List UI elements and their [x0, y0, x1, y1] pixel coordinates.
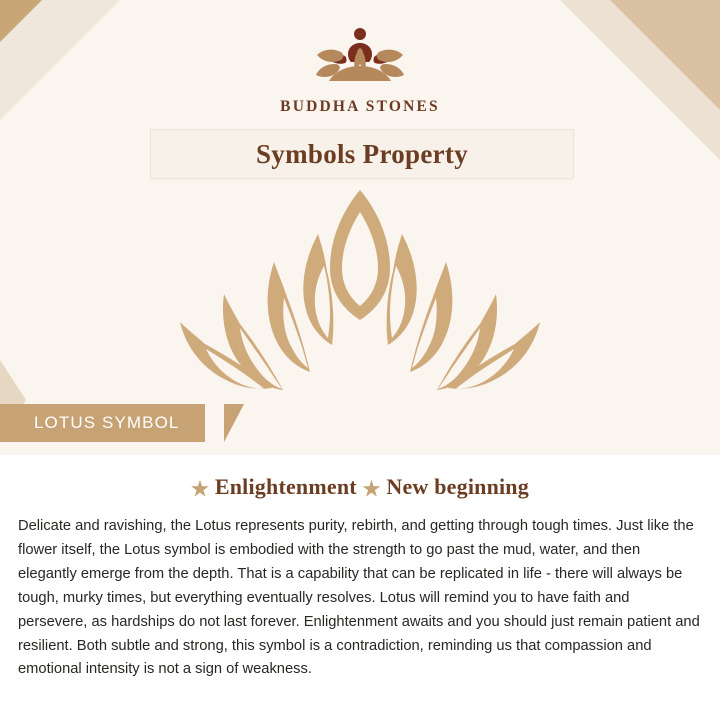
- star-icon-left: ★: [191, 478, 210, 501]
- lotus-meditation-figure-logo-icon: [285, 22, 435, 94]
- hero-graphic: [0, 182, 720, 402]
- brand-name: BUDDHA STONES: [280, 98, 440, 115]
- description-paragraph: Delicate and ravishing, the Lotus represents purity, rebirth, and getting through tough times. Just like the flower itself, the Lotus symbol is embodied with the strength to go past the mud, water, and then elegantly emerge from the depth. That is a capability that can be replicated in life - there will always be tough, murky times, but everything eventually resolves. Lotus will remind you to have faith and persevere, as hardships do not last forever. Enlightenment awaits and you should just remain patient and resilient. Both subtle and strong, this symbol is a contradiction, reminding us that compassion and emotional intensity is not a sign of weakness.: [18, 518, 700, 678]
- headline-part-one: Enlightenment: [214, 474, 357, 499]
- title-banner: [150, 129, 574, 179]
- section-headline: [0, 455, 720, 501]
- description-panel: [0, 455, 720, 720]
- ribbon-label: LOTUS SYMBOL: [34, 413, 180, 432]
- brand-logo: [0, 22, 720, 116]
- ribbon-tail: [224, 404, 244, 442]
- headline-part-two: New beginning: [386, 474, 529, 499]
- lotus-flower-illustration-icon: [150, 182, 570, 397]
- page-title: Symbols Property: [255, 138, 469, 169]
- lotus-symbol-ribbon: [0, 404, 205, 442]
- star-icon-right: ★: [362, 478, 381, 501]
